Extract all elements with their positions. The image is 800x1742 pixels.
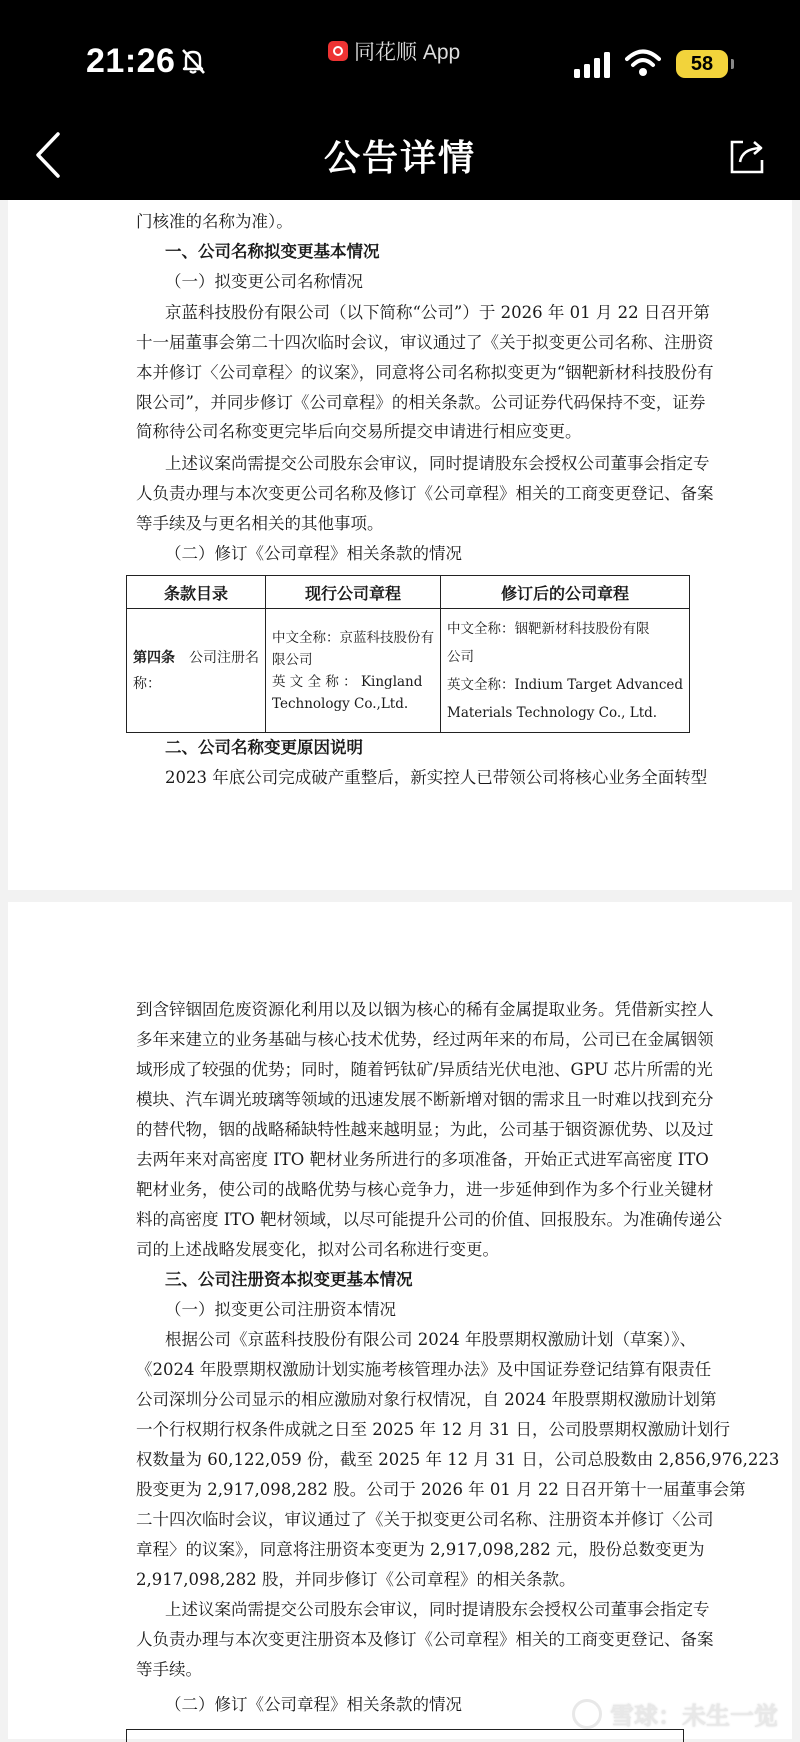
text-line: 料的高密度 ITO 靶材领域，以尽可能提升公司的价值、回报股东。为准确传递公 — [136, 1210, 723, 1229]
wifi-icon — [625, 48, 661, 78]
return-to-app-pill[interactable] — [328, 36, 460, 66]
current-charter-cell — [266, 609, 441, 733]
cell-line: 英 文 全 称 ： Kingland — [272, 673, 423, 690]
text-line: 京蓝科技股份有限公司（以下简称“公司”）于 2026 年 01 月 22 日召开第 — [165, 303, 710, 322]
text-line: 模块、汽车调光玻璃等领域的迅速发展不断新增对铟的需求且一时难以找到充分 — [136, 1090, 714, 1109]
subsection-heading: （一）拟变更公司注册资本情况 — [165, 1300, 396, 1319]
text-line: 等手续及与更名相关的其他事项。 — [136, 514, 384, 533]
text-line: 一个行权期行权条件成就之日至 2025 年 12 月 31 日，公司股票期权激励计划行 — [136, 1420, 730, 1439]
text-line: 公司深圳分公司显示的相应激励对象行权情况，自 2024 年股票期权激励计划第 — [136, 1390, 717, 1409]
section-heading: 二、公司名称变更原因说明 — [165, 738, 363, 757]
text-line: 简称待公司名称变更完毕后向交易所提交申请进行相应变更。 — [136, 422, 582, 441]
watermark — [572, 1696, 778, 1731]
text-line: 限公司”，并同步修订《公司章程》的相关条款。公司证券代码保持不变，证券 — [136, 393, 706, 412]
section-heading: 三、公司注册资本拟变更基本情况 — [165, 1270, 413, 1289]
share-icon[interactable] — [728, 136, 768, 176]
cell-line: Materials Technology Co., Ltd. — [447, 704, 658, 721]
table-header: 现行公司章程 — [266, 576, 441, 609]
text-line: 十一届董事会第二十四次临时会议，审议通过了《关于拟变更公司名称、注册资 — [136, 333, 714, 352]
battery-indicator: 58 — [676, 50, 728, 78]
document-page-1 — [8, 200, 792, 890]
text-line: 《2024 年股票期权激励计划实施考核管理办法》及中国证券登记结算有限责任 — [136, 1360, 712, 1379]
text-line: 门核准的名称为准）。 — [136, 212, 293, 231]
text-line: 根据公司《京蓝科技股份有限公司 2024 年股票期权激励计划（草案）》、 — [165, 1330, 696, 1349]
cell-line: 英文全称：Indium Target Advanced — [447, 676, 684, 693]
text-line: 司的上述战略发展变化，拟对公司名称进行变更。 — [136, 1240, 499, 1259]
snowball-logo-icon — [572, 1699, 602, 1729]
cell-line: 限公司 — [272, 651, 313, 668]
table-header: 条款目录 — [127, 576, 266, 609]
cell-line: 公司 — [447, 648, 474, 665]
table-header: 修订后的公司章程 — [441, 576, 690, 609]
clause-title: 公司注册名 — [175, 649, 259, 666]
subsection-heading: （一）拟变更公司名称情况 — [165, 272, 363, 291]
clause-title-cont: 称： — [133, 675, 161, 692]
table-header-row — [127, 576, 690, 609]
text-line: 人负责办理与本次变更注册资本及修订《公司章程》相关的工商变更登记、备案 — [136, 1630, 714, 1649]
text-line: 多年来建立的业务基础与核心技术优势，经过两年来的布局，公司已在金属铟领 — [136, 1030, 714, 1049]
text-line: 章程〉的议案》，同意将注册资本变更为 2,917,098,282 元，股份总数变更为 — [136, 1540, 705, 1559]
section-heading: 一、公司名称拟变更基本情况 — [165, 242, 380, 261]
text-line: 权数量为 60,122,059 份，截至 2025 年 12 月 31 日，公司总股数由 2,856,976,223 — [136, 1450, 780, 1469]
clause-table — [126, 575, 690, 733]
text-line: 2,917,098,282 股，并同步修订《公司章程》的相关条款。 — [136, 1570, 576, 1589]
clause-number: 第四条 — [133, 649, 175, 666]
watermark-text: 雪球：未生一觉 — [610, 1702, 778, 1730]
app-header — [0, 0, 800, 200]
clause-cell — [127, 609, 266, 733]
subsection-heading: （二）修订《公司章程》相关条款的情况 — [165, 544, 462, 563]
app-name: 同花顺 App — [354, 41, 461, 64]
text-line: 到含锌铟固危废资源化利用以及以铟为核心的稀有金属提取业务。凭借新实控人 — [136, 1000, 714, 1019]
table-row — [127, 609, 690, 733]
text-line: 上述议案尚需提交公司股东会审议，同时提请股东会授权公司董事会指定专 — [165, 1600, 710, 1619]
status-time: 21:26 — [86, 42, 176, 80]
cell-line: 中文全称：京蓝科技股份有 — [272, 629, 434, 646]
subsection-heading: （二）修订《公司章程》相关条款的情况 — [165, 1695, 462, 1714]
revised-charter-cell — [441, 609, 690, 733]
document-page-2 — [8, 902, 792, 1739]
text-line: 靶材业务，使公司的战略优势与核心竞争力，进一步延伸到作为多个行业关键材 — [136, 1180, 714, 1199]
text-line: 的替代物，铟的战略稀缺特性越来越明显；为此，公司基于铟资源优势、以及过 — [136, 1120, 714, 1139]
app-logo-icon — [328, 41, 348, 61]
cellular-signal-icon — [574, 52, 610, 78]
text-line: 股变更为 2,917,098,282 股。公司于 2026 年 01 月 22 日召开第十一届董事会第 — [136, 1480, 746, 1499]
text-line: 人负责办理与本次变更公司名称及修订《公司章程》相关的工商变更登记、备案 — [136, 484, 714, 503]
text-line: 本并修订〈公司章程〉的议案》，同意将公司名称拟变更为“铟靶新材科技股份有 — [136, 363, 714, 382]
text-line: 上述议案尚需提交公司股东会审议，同时提请股东会授权公司董事会指定专 — [165, 454, 710, 473]
text-line: 去两年来对高密度 ITO 靶材业务所进行的多项准备，开始正式进军高密度 ITO — [136, 1150, 709, 1169]
text-line: 域形成了较强的优势；同时，随着钙钛矿/异质结光伏电池、GPU 芯片所需的光 — [136, 1060, 713, 1079]
text-line: 等手续。 — [136, 1660, 202, 1679]
page-title: 公告详情 — [323, 138, 476, 179]
text-line: 2023 年底公司完成破产重整后，新实控人已带领公司将核心业务全面转型 — [165, 768, 708, 787]
cell-line: 中文全称：铟靶新材科技股份有限 — [447, 620, 650, 637]
mute-bell-icon — [178, 46, 208, 76]
text-line: 二十四次临时会议，审议通过了《关于拟变更公司名称、注册资本并修订〈公司 — [136, 1510, 714, 1529]
cell-line: Technology Co.,Ltd. — [272, 695, 409, 712]
